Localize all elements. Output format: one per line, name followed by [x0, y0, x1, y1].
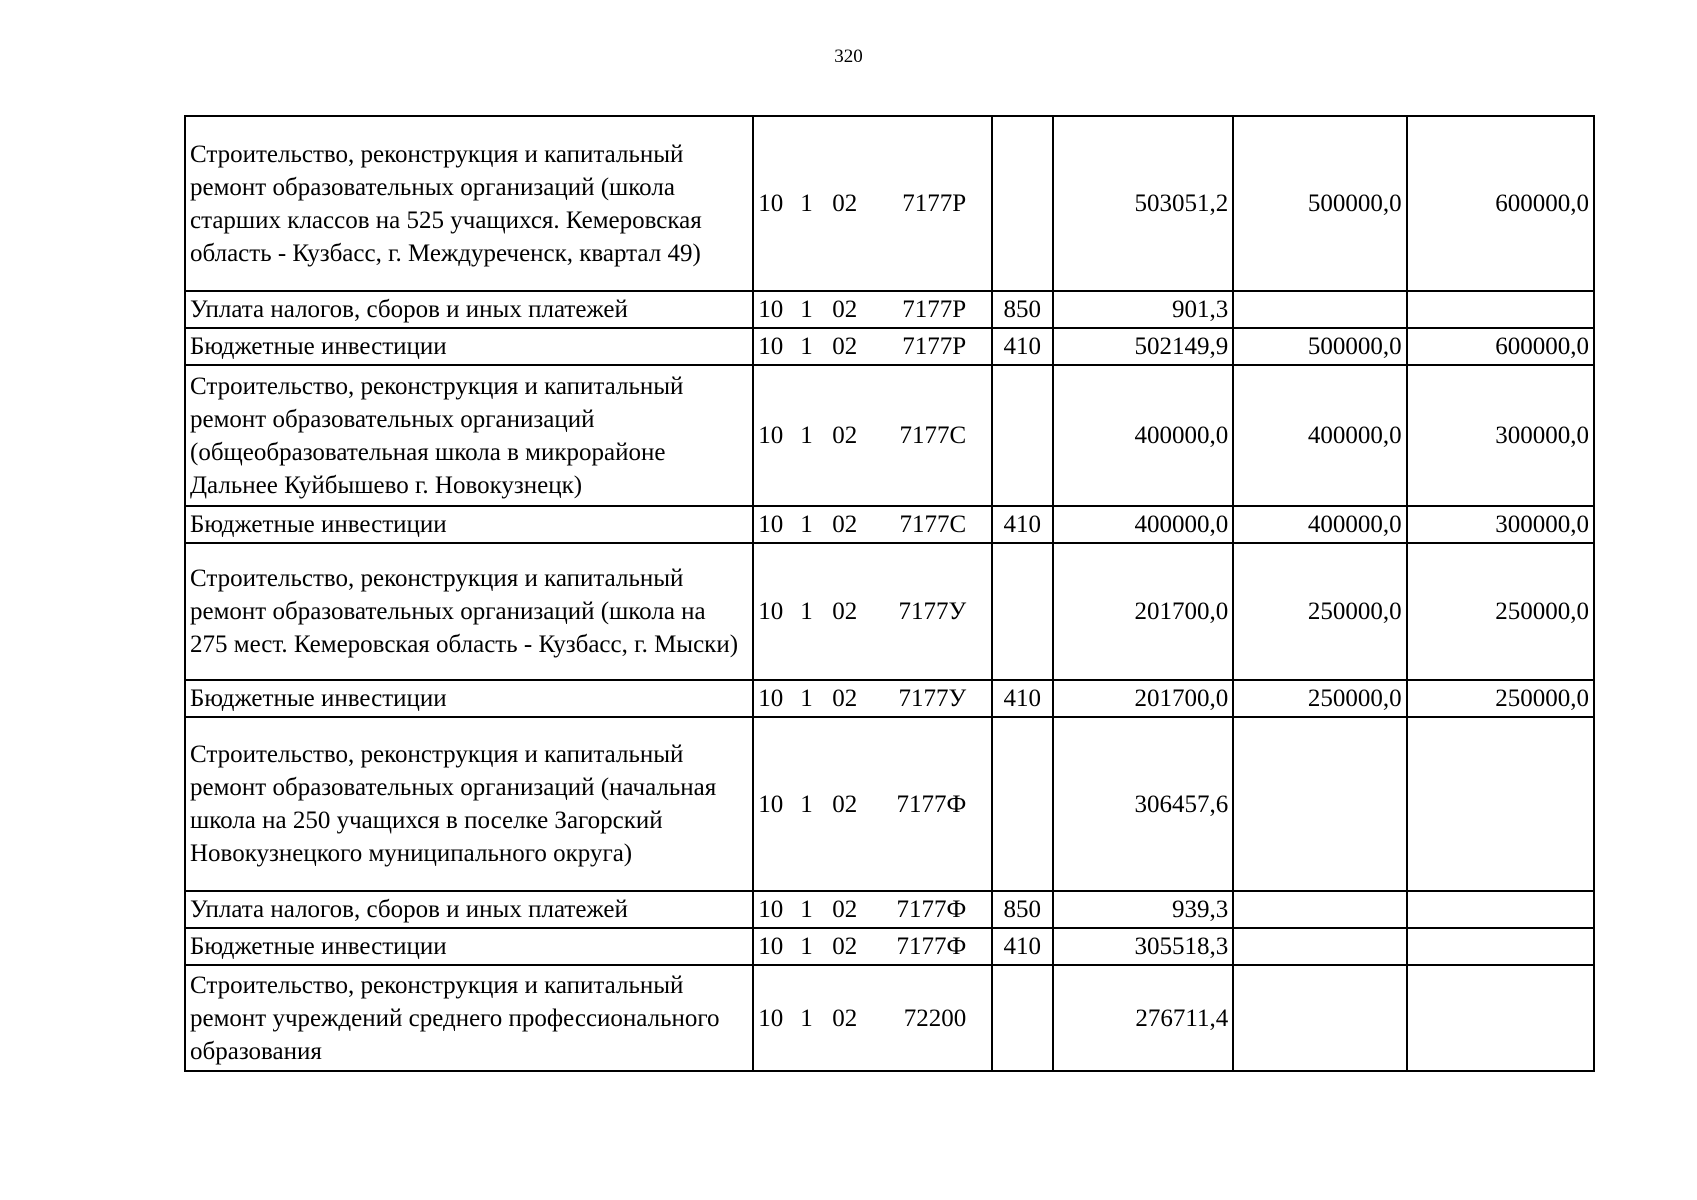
budget-table [184, 115, 1595, 1072]
row-name: Строительство, реконструкция и капитальный ремонт учреждений среднего профессионального образования [185, 965, 753, 1071]
code-section: 10 [758, 933, 784, 960]
code-program: 1 [800, 685, 813, 712]
code-program: 1 [800, 190, 813, 217]
code-section: 10 [758, 1004, 784, 1032]
row-name: Уплата налогов, сборов и иных платежей [185, 291, 753, 328]
table-row [185, 680, 1594, 717]
table-row [185, 717, 1594, 891]
expense-type [992, 717, 1053, 891]
expense-type [992, 543, 1053, 680]
code-program: 1 [800, 333, 813, 360]
amount-year-1: 201700,0 [1053, 680, 1233, 717]
amount-year-2: 250000,0 [1233, 543, 1406, 680]
code-program: 1 [800, 896, 813, 923]
amount-year-2 [1233, 928, 1406, 965]
amount-year-3: 300000,0 [1407, 506, 1594, 543]
code-section: 10 [758, 190, 784, 217]
expense-type: 850 [992, 891, 1053, 928]
budget-code [753, 506, 992, 543]
row-name: Строительство, реконструкция и капитальный ремонт образовательных организаций (школа старших классов на 525 учащихся. Кемеровская область - Кузбасс, г. Междуреченск, квартал 49) [185, 116, 753, 291]
budget-code [753, 965, 992, 1071]
code-section: 10 [758, 896, 784, 923]
table-row [185, 328, 1594, 365]
code-direction: 7177Р [902, 190, 967, 217]
code-direction: 7177Р [902, 296, 967, 323]
code-subprogram: 02 [832, 296, 858, 323]
amount-year-1: 400000,0 [1053, 506, 1233, 543]
table-row [185, 291, 1594, 328]
amount-year-2: 400000,0 [1233, 365, 1406, 506]
amount-year-1: 306457,6 [1053, 717, 1233, 891]
expense-type: 410 [992, 506, 1053, 543]
amount-year-2 [1233, 965, 1406, 1071]
code-direction: 7177У [898, 685, 967, 712]
amount-year-1: 503051,2 [1053, 116, 1233, 291]
amount-year-1: 901,3 [1053, 291, 1233, 328]
code-section: 10 [758, 422, 784, 449]
code-program: 1 [800, 422, 813, 449]
budget-code [753, 680, 992, 717]
amount-year-2 [1233, 717, 1406, 891]
code-section: 10 [758, 333, 784, 360]
code-subprogram: 02 [832, 333, 858, 360]
code-subprogram: 02 [832, 422, 858, 449]
code-program: 1 [800, 1004, 813, 1032]
code-section: 10 [758, 296, 784, 323]
expense-type [992, 965, 1053, 1071]
row-name: Строительство, реконструкция и капитальный ремонт образовательных организаций (школа на 275 мест. Кемеровская область - Кузбасс, г. Мыски) [185, 543, 753, 680]
code-program: 1 [800, 296, 813, 323]
row-name: Бюджетные инвестиции [185, 680, 753, 717]
amount-year-3 [1407, 965, 1594, 1071]
expense-type [992, 365, 1053, 506]
code-subprogram: 02 [832, 896, 858, 923]
table-row [185, 506, 1594, 543]
amount-year-2: 250000,0 [1233, 680, 1406, 717]
row-name: Бюджетные инвестиции [185, 506, 753, 543]
amount-year-2: 500000,0 [1233, 116, 1406, 291]
budget-code [753, 891, 992, 928]
table-row [185, 365, 1594, 506]
code-section: 10 [758, 790, 784, 818]
expense-type: 410 [992, 328, 1053, 365]
table-row [185, 928, 1594, 965]
budget-code [753, 116, 992, 291]
code-direction: 7177Р [902, 333, 967, 360]
expense-type [992, 116, 1053, 291]
code-subprogram: 02 [832, 933, 858, 960]
amount-year-3: 250000,0 [1407, 543, 1594, 680]
code-direction: 7177С [899, 422, 967, 449]
budget-code [753, 928, 992, 965]
row-name: Бюджетные инвестиции [185, 928, 753, 965]
amount-year-2: 500000,0 [1233, 328, 1406, 365]
amount-year-2 [1233, 891, 1406, 928]
amount-year-1: 502149,9 [1053, 328, 1233, 365]
amount-year-3: 600000,0 [1407, 328, 1594, 365]
page-number: 320 [834, 46, 863, 67]
amount-year-3 [1407, 928, 1594, 965]
code-section: 10 [758, 511, 784, 538]
code-program: 1 [800, 933, 813, 960]
code-program: 1 [800, 790, 813, 818]
amount-year-3: 300000,0 [1407, 365, 1594, 506]
code-direction: 7177Ф [896, 896, 967, 923]
budget-code [753, 328, 992, 365]
code-subprogram: 02 [832, 190, 858, 217]
row-name: Строительство, реконструкция и капитальный ремонт образовательных организаций (начальная школа на 250 учащихся в поселке Загорский Новокузнецкого муниципального округа) [185, 717, 753, 891]
expense-type: 410 [992, 680, 1053, 717]
table-row [185, 965, 1594, 1071]
amount-year-3 [1407, 717, 1594, 891]
amount-year-3 [1407, 291, 1594, 328]
code-program: 1 [800, 511, 813, 538]
code-direction: 7177Ф [896, 933, 967, 960]
table-row [185, 891, 1594, 928]
code-section: 10 [758, 685, 784, 712]
code-direction: 72200 [903, 1004, 967, 1032]
budget-code [753, 543, 992, 680]
amount-year-3: 600000,0 [1407, 116, 1594, 291]
amount-year-1: 305518,3 [1053, 928, 1233, 965]
expense-type: 850 [992, 291, 1053, 328]
code-subprogram: 02 [832, 1004, 858, 1032]
amount-year-1: 276711,4 [1053, 965, 1233, 1071]
code-section: 10 [758, 598, 784, 625]
code-subprogram: 02 [832, 511, 858, 538]
amount-year-1: 201700,0 [1053, 543, 1233, 680]
amount-year-2: 400000,0 [1233, 506, 1406, 543]
row-name: Уплата налогов, сборов и иных платежей [185, 891, 753, 928]
amount-year-3: 250000,0 [1407, 680, 1594, 717]
amount-year-2 [1233, 291, 1406, 328]
row-name: Строительство, реконструкция и капитальный ремонт образовательных организаций (общеобразовательная школа в микрорайоне Дальнее Куйбышево г. Новокузнецк) [185, 365, 753, 506]
budget-code [753, 717, 992, 891]
code-direction: 7177Ф [896, 790, 967, 818]
amount-year-1: 400000,0 [1053, 365, 1233, 506]
code-subprogram: 02 [832, 598, 858, 625]
budget-code [753, 291, 992, 328]
table-row [185, 543, 1594, 680]
code-direction: 7177У [898, 598, 967, 625]
expense-type: 410 [992, 928, 1053, 965]
code-subprogram: 02 [832, 685, 858, 712]
table-row [185, 116, 1594, 291]
code-program: 1 [800, 598, 813, 625]
amount-year-3 [1407, 891, 1594, 928]
row-name: Бюджетные инвестиции [185, 328, 753, 365]
budget-code [753, 365, 992, 506]
code-direction: 7177С [899, 511, 967, 538]
amount-year-1: 939,3 [1053, 891, 1233, 928]
code-subprogram: 02 [832, 790, 858, 818]
